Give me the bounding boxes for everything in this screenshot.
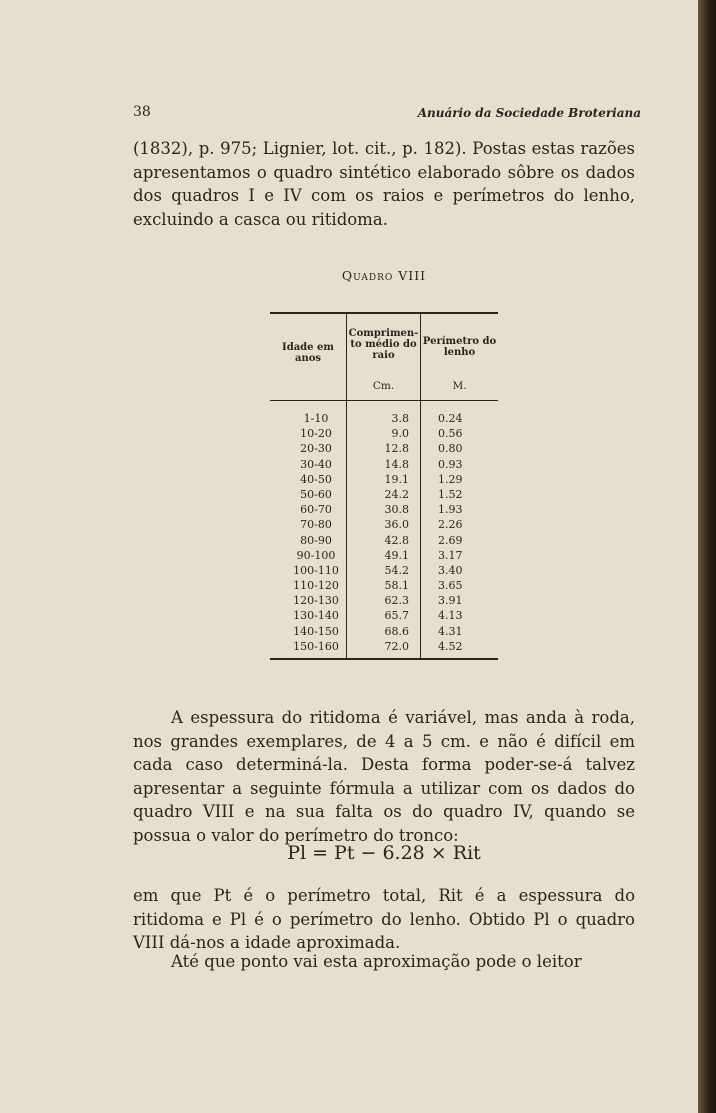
- cell-age: 80-90: [300, 533, 332, 547]
- table-row: [270, 473, 498, 488]
- cell-radius: 72.0: [384, 639, 409, 653]
- cell-perimeter: 4.52: [438, 639, 463, 653]
- table-row: [270, 640, 498, 655]
- cell-radius: 36.0: [384, 518, 409, 532]
- table-row: [270, 625, 498, 640]
- cell-perimeter: 0.24: [438, 412, 463, 425]
- cell-radius: 62.3: [384, 594, 409, 608]
- book-spine-edge: [698, 0, 716, 1113]
- cell-perimeter: 3.40: [438, 563, 463, 577]
- cell-radius: 54.2: [384, 563, 409, 577]
- table-body: [270, 412, 498, 655]
- cell-age: 10-20: [300, 427, 332, 441]
- cell-radius: 9.0: [391, 427, 409, 441]
- cell-perimeter: 0.80: [438, 442, 463, 456]
- column-header-perimeter: Perímetro do lenho: [422, 336, 497, 358]
- cell-radius: 49.1: [384, 548, 409, 562]
- table-row: [270, 503, 498, 518]
- paragraph-thickness: A espessura do ritidoma é variável, mas anda à roda, nos grandes exemplares, de 4 a 5 cm. e não é difícil em cada caso determiná-la. Desta forma poder-se-á talvez apresentar a seguinte fórmula a utilizar com os dados do quadro VIII e na sua falta os do quadro IV, quando se possua o valor do perímetro do tronco:: [133, 708, 635, 845]
- table-row: [270, 534, 498, 549]
- cell-age: 110-120: [293, 579, 339, 593]
- cell-perimeter: 3.65: [438, 579, 463, 593]
- formula: Pl = Pt − 6.28 × Rit: [287, 842, 481, 864]
- table-row: [270, 458, 498, 473]
- cell-age: 40-50: [300, 472, 332, 486]
- cell-radius: 24.2: [384, 487, 409, 501]
- cell-perimeter: 3.91: [438, 594, 463, 608]
- cell-perimeter: 1.52: [438, 487, 463, 501]
- cell-age: 70-80: [300, 518, 332, 532]
- cell-perimeter: 3.17: [438, 548, 463, 562]
- table-row: [270, 412, 498, 427]
- running-title: Anuário da Sociedade Broteriana: [417, 106, 641, 120]
- cell-radius: 42.8: [384, 533, 409, 547]
- cell-age: 50-60: [300, 487, 332, 501]
- cell-radius: 3.8: [391, 412, 409, 425]
- table-row: [270, 518, 498, 533]
- page-header: [133, 104, 641, 126]
- cell-age: 120-130: [293, 594, 339, 608]
- cell-perimeter: 4.13: [438, 609, 463, 623]
- paragraph-explanation: em que Pt é o perímetro total, Rit é a espessura do ritidoma e Pl é o perímetro do lenho. Obtido Pl o quadro VIII dá-nos a idade aproximada.: [133, 886, 635, 952]
- column-header-age: Idade em anos: [282, 342, 334, 364]
- cell-age: 30-40: [300, 457, 332, 471]
- cell-perimeter: 0.93: [438, 457, 463, 471]
- cell-perimeter: 2.26: [438, 518, 463, 532]
- table-row: [270, 609, 498, 624]
- cell-age: 90-100: [296, 548, 336, 562]
- cell-perimeter: 2.69: [438, 533, 463, 547]
- table-row: [270, 427, 498, 442]
- cell-age: 130-140: [293, 609, 339, 623]
- cell-age: 100-110: [293, 563, 339, 577]
- cell-age: 1-10: [303, 412, 329, 425]
- paragraph-intro: (1832), p. 975; Lignier, lot. cit., p. 182). Postas estas razões apresentamos o quadro sintético elaborado sôbre os dados dos quadros I e IV com os raios e perímetros do lenho, excluindo a casca ou ritidoma.: [133, 139, 635, 229]
- cell-perimeter: 0.56: [438, 427, 463, 441]
- table-row: [270, 594, 498, 609]
- cell-age: 60-70: [300, 503, 332, 517]
- table-row: [270, 564, 498, 579]
- cell-radius: 65.7: [384, 609, 409, 623]
- table-row: [270, 488, 498, 503]
- data-table: [270, 312, 498, 660]
- column-header-radius: Comprimen-to médio do raio: [348, 328, 419, 361]
- cell-age: 20-30: [300, 442, 332, 456]
- table-header-rule: [270, 400, 498, 401]
- page-number: 38: [133, 104, 151, 120]
- cell-radius: 14.8: [384, 457, 409, 471]
- cell-perimeter: 1.93: [438, 503, 463, 517]
- unit-radius: Cm.: [372, 380, 395, 392]
- table-row: [270, 579, 498, 594]
- cell-age: 140-150: [293, 624, 339, 638]
- table-row: [270, 549, 498, 564]
- table-title: Quadro VIII: [341, 268, 427, 283]
- cell-perimeter: 1.29: [438, 472, 463, 486]
- unit-perimeter: M.: [452, 380, 467, 392]
- table-row: [270, 442, 498, 457]
- cell-radius: 58.1: [384, 579, 409, 593]
- cell-radius: 19.1: [384, 472, 409, 486]
- cell-radius: 12.8: [384, 442, 409, 456]
- cell-age: 150-160: [293, 639, 339, 653]
- cell-radius: 68.6: [384, 624, 409, 638]
- paragraph-closing: Até que ponto vai esta aproximação pode o leitor: [171, 952, 582, 971]
- cell-perimeter: 4.31: [438, 624, 463, 638]
- cell-radius: 30.8: [384, 503, 409, 517]
